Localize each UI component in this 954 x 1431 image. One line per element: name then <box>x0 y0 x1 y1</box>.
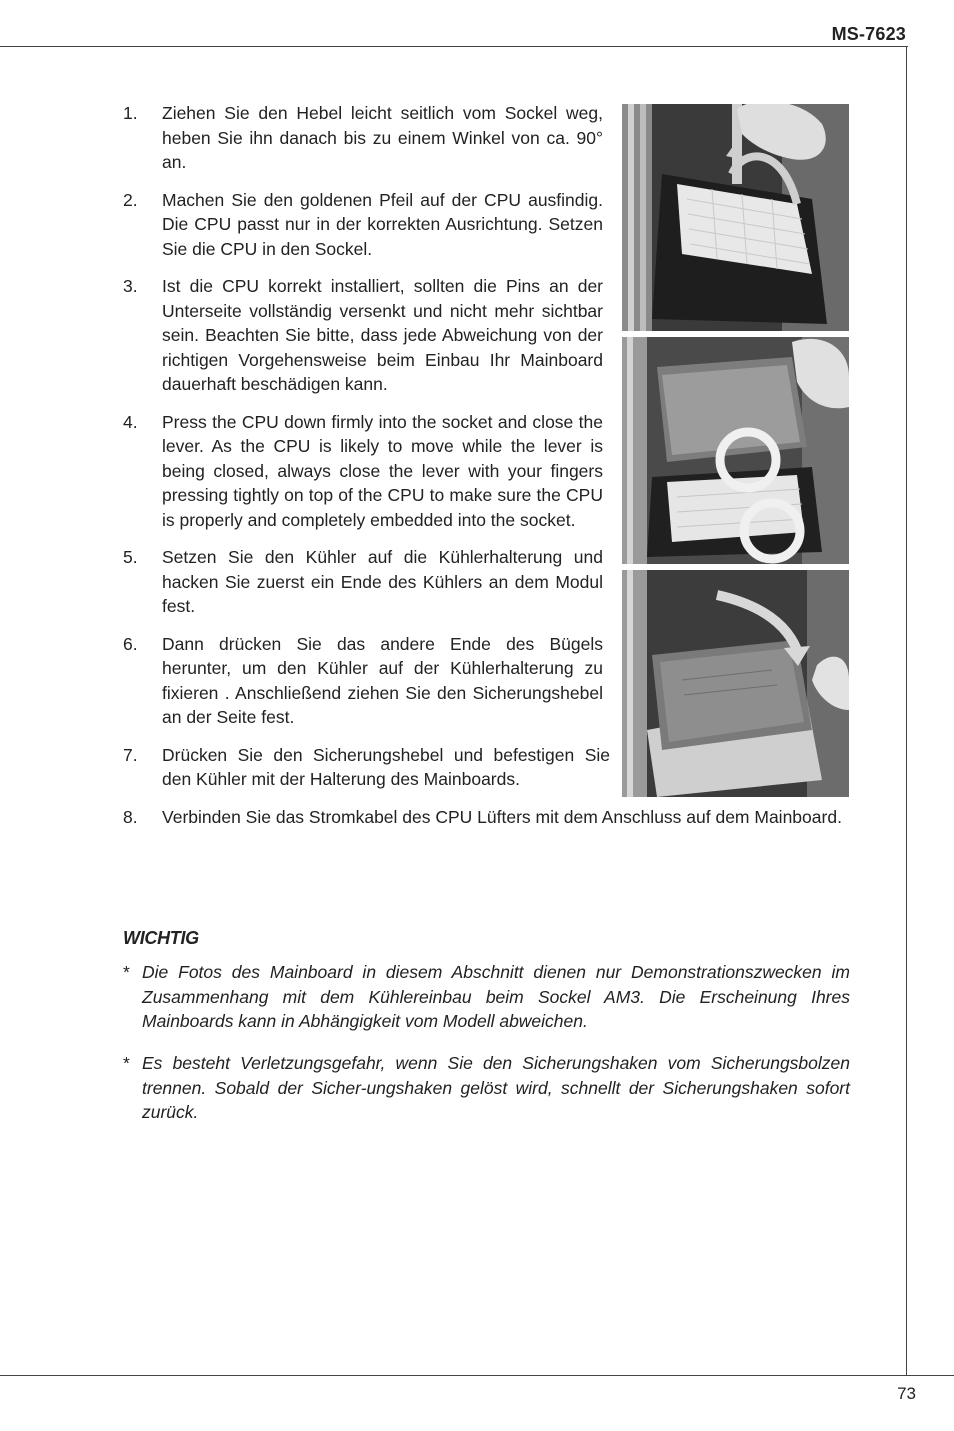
important-note-2 <box>123 1051 850 1125</box>
installation-photos <box>622 104 849 803</box>
step-number: 6. <box>123 633 138 654</box>
step-number: 3. <box>123 276 138 296</box>
step-text: Drücken Sie den Sicherungshebel und befestigen Sie den Kühler mit der Halterung des Mainboards. <box>162 744 610 789</box>
page-number: 73 <box>897 1384 916 1403</box>
note-text: Es besteht Verletzungsgefahr, wenn Sie den Sicherungshaken vom Sicherungsbolzen trennen. Sobald der Sicher-ungshaken gelöst wird, schnellt der Sicherungshaken sofort zurück. <box>142 1053 850 1122</box>
step-2 <box>123 188 603 262</box>
step-number: 2. <box>123 189 138 210</box>
step-text: Press the CPU down firmly into the socket and close the lever. As the CPU is likely to move while the lever is being closed, always close the lever with your fingers pressing tightly on top of the CPU to make sure the CPU is properly and completely embedded into the socket. <box>162 411 603 530</box>
step-3 <box>123 274 603 397</box>
step-text: Setzen Sie den Kühler auf die Kühlerhalterung und hacken Sie zuerst ein Ende des Kühlers an dem Modul fest. <box>162 547 603 616</box>
step-6 <box>123 632 603 730</box>
step-4 <box>123 410 603 533</box>
photo-place-cpu <box>622 337 849 564</box>
step-number: 7. <box>123 744 138 765</box>
step-7 <box>123 743 610 792</box>
photo-lift-lever <box>622 104 849 331</box>
note-bullet: * <box>123 962 130 982</box>
step-1 <box>123 101 603 175</box>
margin-rule <box>906 46 907 1376</box>
step-text: Ziehen Sie den Hebel leicht seitlich vom Sockel weg, heben Sie ihn danach bis zu einem Winkel von ca. 90° an. <box>162 103 603 172</box>
photo-close-lever <box>622 570 849 797</box>
note-text: Die Fotos des Mainboard in diesem Abschnitt dienen nur Demonstrationszwecken im Zusammenhang mit dem Kühlereinbau beim Sockel AM3. Die Erscheinung Ihres Mainboards kann in Abhängigkeit vom Modell abweichen. <box>142 962 850 1031</box>
step-text: Ist die CPU korrekt installiert, sollten die Pins an der Unterseite vollständig versenkt und nicht mehr sichtbar sein. Beachten Sie bitte, dass jede Abweichung von der richtigen Vorgehensweise beim Einbau Ihr Mainboard dauerhaft beschädigen kann. <box>162 276 603 394</box>
step-8 <box>123 805 850 830</box>
note-bullet: * <box>123 1053 130 1073</box>
step-5 <box>123 545 603 619</box>
step-number: 8. <box>123 806 138 827</box>
step-number: 1. <box>123 103 138 123</box>
important-heading: WICHTIG <box>123 928 199 948</box>
step-text: Verbinden Sie das Stromkabel des CPU Lüfters mit dem Anschluss auf dem Mainboard. <box>162 806 842 827</box>
model-number: MS-7623 <box>831 24 906 44</box>
step-number: 5. <box>123 547 138 567</box>
step-number: 4. <box>123 411 138 432</box>
step-text: Dann drücken Sie das andere Ende des Bügels herunter, um den Kühler auf der Kühlerhalterung zu fixieren . Anschließend ziehen Sie den Sicherungshebel an der Seite fest. <box>162 633 603 727</box>
footer-rule <box>0 1375 954 1376</box>
important-note-1 <box>123 960 850 1034</box>
header-rule <box>0 46 908 47</box>
step-text: Machen Sie den goldenen Pfeil auf der CPU ausfindig. Die CPU passt nur in der korrekten Ausrichtung. Setzen Sie die CPU in den Sockel. <box>162 189 603 259</box>
